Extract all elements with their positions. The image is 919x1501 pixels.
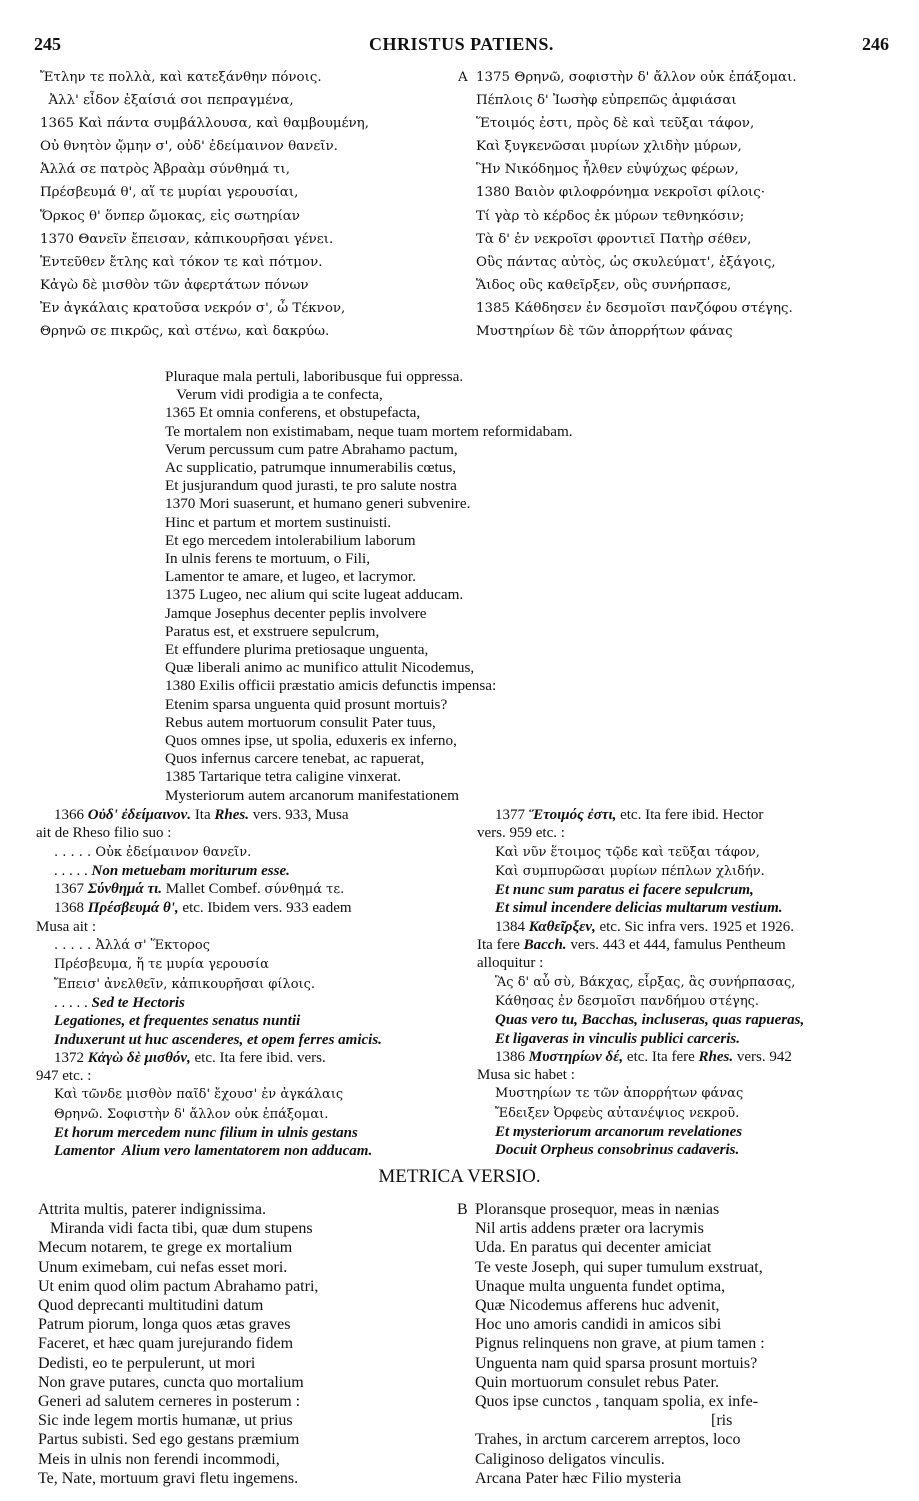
note-line — [36, 1124, 456, 1142]
metrical-verse-line — [457, 1200, 897, 1219]
line-text: Pignus relinquens non grave, at pium tamen : — [475, 1335, 765, 1353]
note-line — [36, 806, 456, 824]
latin-prose-line: Et effundere plurima pretiosaque unguenta, — [165, 641, 429, 659]
note-line — [36, 975, 456, 994]
metrical-verse-line: Faceret, et hæc quam jurejurando fidem — [38, 1335, 294, 1353]
emphasis-text: Κἀγὼ δὲ μισθόν, — [87, 1049, 191, 1066]
page-number-left: 245 — [34, 34, 61, 54]
line-text: Quos ipse cunctos , tanquam spolia, ex infe- — [475, 1393, 759, 1411]
greek-quote: Ἔδειξεν Ὀρφεὺς αὐτανέψιος νεκροῦ. — [495, 1105, 740, 1121]
note-text: vers. 942 — [733, 1048, 792, 1065]
latin-prose-line: 1385 Tartarique tetra caligine vinxerat. — [165, 768, 402, 786]
greek-quote: . . . . . Ἀλλά σ' Ἕκτορος — [54, 938, 211, 954]
line-text: Caliginoso deligatos vinculis. — [475, 1450, 665, 1468]
note-line — [36, 880, 456, 899]
note-line — [36, 843, 456, 862]
line-text: Ploransque prosequor, meas in nænias — [475, 1201, 720, 1218]
line-text: Πέπλοις δ' Ἰωσὴφ εὐπρεπῶς ἀμφιάσαι — [476, 93, 737, 109]
note-line — [477, 1048, 887, 1066]
line-text: 1380 Βαιὸν φιλοφρόνημα νεκροῖσι φίλοις· — [476, 185, 766, 201]
running-header — [34, 34, 889, 56]
note-text: etc. Ita fere ibid. Hector — [616, 807, 764, 823]
note-text: alloquitur : — [477, 955, 544, 972]
note-text: vers. 933, Musa — [248, 807, 349, 823]
note-line — [477, 899, 887, 917]
note-text: 1384 — [495, 918, 529, 935]
greek-verse-line — [458, 135, 898, 158]
latin-prose-line: Lamentor te amare, et lugeo, et lacrymor. — [165, 568, 416, 586]
greek-verse-line — [458, 158, 898, 181]
latin-prose-line: Jamque Josephus decenter peplis involvere — [165, 604, 427, 622]
metrical-verse-line — [457, 1430, 897, 1449]
greek-quote: Καὶ νῦν ἕτοιμος τῷδε καὶ τεῦξαι τάφον, — [495, 844, 760, 860]
emphasis-text: Induxerunt ut huc ascenderes, et opem ferres amicis. — [54, 1031, 382, 1048]
metrical-verse-line: Dedisti, eo te perpulerunt, ut mori — [38, 1354, 256, 1372]
note-text: etc. Ita fere ibid. vers. — [190, 1049, 326, 1066]
note-text: etc. Sic infra vers. 1925 et 1926. — [595, 918, 795, 935]
metrical-verse-line: Patrum piorum, longa quos ætas graves — [38, 1316, 291, 1334]
metrical-verse-line — [457, 1258, 897, 1277]
page-number-right: 246 — [862, 34, 889, 54]
note-text: 1377 — [495, 807, 529, 823]
note-text: Mallet Combef. — [162, 881, 265, 898]
greek-verse-line: 1370 Θανεῖν ἔπεισαν, κἀπικουρῆσαι γένει. — [40, 231, 334, 247]
greek-text-left-column — [40, 66, 440, 343]
note-text: Ita — [191, 807, 215, 823]
line-text: Τί γὰρ τὸ κέρδος ἐκ μύρων τεθνηκόσιν; — [476, 208, 745, 224]
emphasis-text: Μυστηρίων δέ, — [528, 1048, 624, 1065]
greek-verse-line — [458, 251, 898, 274]
line-text: 1385 Κάθδησεν ἐν δεσμοῖσι πανζόφου στέγης. — [476, 300, 793, 316]
line-text: Uda. En paratus qui decenter amiciat — [475, 1239, 712, 1257]
line-text: Unguenta nam quid sparsa prosunt mortuis? — [475, 1354, 758, 1372]
metrical-verse-line: Quod deprecanti multitudini datum — [38, 1297, 264, 1315]
greek-quote: Ἔπεισ' ἀνελθεῖν, κἀπικουρῆσαι φίλοις. — [54, 976, 316, 992]
line-text: Ἣν Νικόδημος ἦλθεν εὐψύχως φέρων, — [476, 162, 739, 178]
line-text: 1375 Θρηνῶ, σοφιστὴν δ' ἄλλον οὐκ ἐπάξομαι. — [476, 70, 797, 85]
note-text: ait de Rheso filio suo : — [36, 825, 172, 842]
note-text: 1386 — [495, 1048, 529, 1065]
emphasis-text: Rhes. — [214, 807, 249, 823]
metrical-verse-right-column — [457, 1200, 897, 1488]
metrical-verse-line — [457, 1296, 897, 1315]
note-line — [477, 954, 887, 972]
line-text: Οὓς πάντας αὐτὸς, ὡς σκυλεύματ', ἐξάγοις, — [476, 254, 776, 270]
line-text: Hoc uno amoris candidi in amicos sibi — [475, 1316, 722, 1334]
note-line — [36, 994, 456, 1012]
line-text: Quæ Nicodemus afferens huc advenit, — [475, 1297, 720, 1315]
note-text: 1368 — [54, 900, 88, 917]
line-text: Quin mortuorum consulet rebus Pater. — [475, 1373, 719, 1391]
line-text: Nil artis addens præter ora lacrymis — [475, 1220, 704, 1238]
metrical-verse-line — [457, 1373, 897, 1392]
emphasis-text: Quas vero tu, Bacchas, incluseras, quas rapueras, — [495, 1012, 805, 1029]
line-text: Μυστηρίων δὲ τῶν ἀπορρήτων φάνας — [476, 324, 733, 340]
note-line — [36, 899, 456, 917]
latin-prose-line: Rebus autem mortuorum consulit Pater tuus, — [165, 713, 436, 731]
note-line — [477, 843, 887, 862]
line-text: Trahes, in arctum carcerem arreptos, loco — [475, 1431, 741, 1449]
note-line — [36, 1031, 456, 1049]
line-text: [ris — [475, 1412, 733, 1430]
latin-prose-line: 1375 Lugeo, nec alium qui scite lugeat adducam. — [165, 586, 464, 604]
note-line — [36, 955, 456, 974]
latin-prose-line: Te mortalem non existimabam, neque tuam mortem reformidabam. — [165, 422, 573, 440]
note-line — [36, 1105, 456, 1124]
column-marker: A — [458, 70, 468, 85]
latin-prose-line: In ulnis ferens te mortuum, o Fili, — [165, 550, 371, 568]
emphasis-text: Et simul incendere delicias multarum vestium. — [495, 900, 783, 917]
latin-prose-line: Quæ liberali animo ac munifico attulit Nicodemus, — [165, 659, 475, 677]
greek-verse-line — [458, 66, 898, 89]
greek-verse-line — [458, 274, 898, 297]
latin-prose-line: Etenim sparsa unguenta quid prosunt mortuis? — [165, 695, 448, 713]
metrical-verse-line: Meis in ulnis non ferendi incommodi, — [38, 1450, 280, 1468]
metrica-versio-heading: METRICA VERSIO. — [378, 1166, 541, 1187]
latin-prose-line: Et ego mercedem intolerabilium laborum — [165, 531, 416, 549]
greek-verse-line: 1365 Καὶ πάντα συμβάλλουσα, καὶ θαμβουμένη, — [40, 116, 369, 132]
emphasis-text: Οὐδ' ἐδείμαινον. — [87, 807, 192, 823]
emphasis-text: Et ligaveras in vinculis publici carceris. — [495, 1030, 741, 1047]
emphasis-text: Πρέσβευμά θ', — [87, 900, 179, 917]
latin-prose-line: Ac supplicatio, patrumque innumerabilis cœtus, — [165, 459, 457, 477]
metrical-verse-line — [457, 1334, 897, 1353]
latin-prose-line: Verum percussum cum patre Abrahamo pactum, — [165, 440, 458, 458]
greek-verse-line: Κἀγὼ δὲ μισθὸν τῶν ἀφερτάτων πόνων — [40, 277, 309, 293]
note-line — [477, 1066, 887, 1084]
metrical-verse-line: Unum eximebam, cui nefas esset mori. — [38, 1258, 288, 1276]
greek-verse-line — [458, 297, 898, 320]
metrical-verse-line — [457, 1392, 897, 1411]
latin-prose-line: Quos infernus carcere tenebat, ac rapuerat, — [165, 750, 425, 768]
line-text: Ἕτοιμός ἐστι, πρὸς δὲ καὶ τεῦξαι τάφον, — [476, 116, 755, 132]
metrical-verse-line: Sic inde legem mortis humanæ, ut prius — [38, 1412, 293, 1430]
emphasis-text: Rhes. — [698, 1048, 734, 1065]
emphasis-text: Σύνθημά τι. — [87, 881, 163, 898]
metrical-verse-line: Non grave putares, cuncta quo mortalium — [38, 1373, 304, 1391]
greek-quote: Κάθησας ἐν δεσμοῖσι πανδήμου στέγης. — [495, 993, 760, 1009]
latin-prose-line: Quos omnes ipse, ut spolia, eduxeris ex inferno, — [165, 732, 457, 750]
greek-verse-line: Οὐ θνητὸν ᾤμην σ', οὐδ' ἐδείμαινον θανεῖν. — [40, 139, 338, 155]
greek-verse-line: Ἀλλά σε πατρὸς Ἀβραὰμ σύνθημά τι, — [40, 162, 290, 178]
notes-right-column — [477, 806, 887, 1160]
emphasis-text: Et mysteriorum arcanorum revelationes — [495, 1124, 743, 1141]
note-line — [36, 824, 456, 842]
greek-quote: Θρηνῶ. Σοφιστὴν δ' ἄλλον οὐκ ἐπάξομαι. — [54, 1106, 329, 1122]
note-line — [36, 936, 456, 955]
note-line — [36, 1142, 456, 1160]
greek-verse-line: Πρέσβευμά θ', αἵ τε μυρίαι γερουσίαι, — [40, 185, 299, 201]
note-line — [477, 1123, 887, 1141]
metrical-verse-line: Generi ad salutem cerneres in posterum : — [38, 1393, 301, 1411]
greek-quote: Πρέσβευμα, ἥ τε μυρία γερουσία — [54, 957, 269, 973]
greek-verse-line: Ὅρκος θ' ὅνπερ ὤμοκας, εἰς σωτηρίαν — [40, 208, 300, 224]
greek-verse-line — [458, 181, 898, 204]
line-text: Ἅιδος οὓς καθεῖρξεν, οὓς συνήρπασε, — [476, 277, 732, 293]
note-line — [477, 881, 887, 899]
notes-left-column — [36, 806, 456, 1161]
note-text: etc. Ita fere — [623, 1048, 699, 1065]
note-line — [477, 918, 887, 936]
greek-quote: Ἃς δ' αὖ σὺ, Βάκχας, εἶρξας, ἃς συνήρπασας, — [495, 974, 796, 990]
note-line — [36, 1012, 456, 1030]
line-text: Τὰ δ' ἐν νεκροῖσι φροντιεῖ Πατὴρ σέθεν, — [476, 231, 752, 247]
line-text: Καὶ ξυγκενῶσαι μυρίων χλιδὴν μύρων, — [476, 139, 742, 155]
running-title: CHRISTUS PATIENS. — [369, 34, 554, 54]
metrical-verse-line: Partus subisti. Sed ego gestans præmium — [38, 1431, 300, 1449]
latin-prose-line: Paratus est, et exstruere sepulcrum, — [165, 622, 380, 640]
emphasis-text: Bacch. — [523, 937, 567, 954]
emphasis-text: Non metuebam moriturum esse. — [91, 862, 290, 879]
greek-quote: . . . . . Οὐκ ἐδείμαινον θανεῖν. — [54, 844, 252, 860]
greek-quote: Μυστηρίων τε τῶν ἀπορρήτων φάνας — [495, 1086, 744, 1102]
latin-prose-line: 1370 Mori suaserunt, et humano generi subvenire. — [165, 495, 471, 513]
metrical-verse-line: Miranda vidi facta tibi, quæ dum stupens — [38, 1220, 313, 1238]
emphasis-text: Sed te Hectoris — [91, 994, 185, 1011]
note-text: 1367 — [54, 881, 88, 898]
greek-quote: Καὶ τῶνδε μισθὸν παῖδ' ἔχουσ' ἐν ἀγκάλαις — [54, 1087, 344, 1103]
note-line — [36, 1067, 456, 1085]
note-text: etc. Ibidem vers. 933 eadem — [178, 900, 352, 917]
metrical-verse-line — [457, 1315, 897, 1334]
note-line — [477, 862, 887, 881]
greek-quote: Καὶ συμπυρῶσαι μυρίων πέπλων χλιδήν. — [495, 863, 765, 879]
note-line — [477, 1104, 887, 1123]
metrical-verse-line: Te, Nate, mortuum gravi fletu ingemens. — [38, 1469, 299, 1487]
latin-prose-line: 1365 Et omnia conferens, et obstupefacta, — [165, 404, 421, 422]
greek-text-right-column — [458, 66, 898, 343]
metrical-verse-line: Attrita multis, paterer indignissima. — [38, 1201, 266, 1218]
note-line — [477, 973, 887, 992]
emphasis-text: Et nunc sum paratus ei facere sepulcrum, — [495, 882, 754, 899]
greek-verse-line: Ἀλλ' εἶδον ἐξαίσιά σοι πεπραγμένα, — [40, 93, 294, 109]
latin-prose-line: 1380 Exilis officii præstatio amicis defunctis impensa: — [165, 677, 497, 695]
metrical-verse-line — [457, 1411, 897, 1430]
note-line — [477, 806, 887, 824]
greek-quote: σύνθημά τε. — [264, 882, 345, 898]
latin-prose-line: Hinc et partum et mortem sustinuisti. — [165, 513, 392, 531]
greek-verse-line: Ἔτλην τε πολλὰ, καὶ κατεξάνθην πόνοις. — [40, 70, 322, 85]
line-text: Unaque multa unguenta fundet optima, — [475, 1277, 726, 1295]
note-text: 947 etc. : — [36, 1068, 92, 1085]
note-text: . . . . . — [54, 994, 92, 1011]
emphasis-text: Docuit Orpheus consobrinus cadaveris. — [495, 1142, 740, 1159]
emphasis-text: Legationes, et frequentes senatus nuntii — [54, 1013, 301, 1030]
note-line — [477, 1030, 887, 1048]
metrical-verse-line — [457, 1354, 897, 1373]
note-text: Musa sic habet : — [477, 1067, 575, 1084]
note-line — [36, 918, 456, 936]
note-text: Ita fere — [477, 937, 524, 954]
line-text: Arcana Pater hæc Filio mysteria — [475, 1469, 682, 1487]
greek-verse-line — [458, 89, 898, 112]
greek-verse-line — [458, 205, 898, 228]
note-line — [477, 1084, 887, 1103]
greek-verse-line — [458, 228, 898, 251]
note-line — [477, 824, 887, 842]
metrical-verse-left-column — [38, 1200, 438, 1488]
note-text: vers. 443 et 444, famulus Pentheum — [566, 937, 786, 954]
greek-verse-line — [458, 112, 898, 135]
note-text: vers. 959 etc. : — [477, 825, 565, 842]
note-line — [477, 936, 887, 954]
latin-prose-line: Et jusjurandum quod jurasti, te pro salute nostra — [165, 477, 457, 495]
greek-verse-line: Θρηνῶ σε πικρῶς, καὶ στένω, καὶ δακρύω. — [40, 324, 330, 340]
metrical-verse-line — [457, 1219, 897, 1238]
emphasis-text: Lamentor Alium vero lamentatorem non adducam. — [54, 1143, 373, 1160]
note-line — [36, 862, 456, 880]
note-text: 1372 — [54, 1049, 88, 1066]
latin-prose-line: Pluraque mala pertuli, laboribusque fui oppressa. — [165, 368, 464, 385]
metrical-verse-line — [457, 1469, 897, 1488]
column-marker: B — [457, 1201, 468, 1218]
greek-verse-line: Ἐντεῦθεν ἔτλης καὶ τόκον τε καὶ πότμον. — [40, 254, 323, 270]
note-line — [36, 1085, 456, 1104]
note-line — [477, 1141, 887, 1159]
note-text: . . . . . — [54, 862, 92, 879]
latin-prose-line: Verum vidi prodigia a te confecta, — [165, 386, 383, 404]
latin-prose-translation — [165, 368, 725, 805]
emphasis-text: Ἕτοιμός ἐστι, — [528, 807, 617, 823]
emphasis-text: Et horum mercedem nunc filium in ulnis gestans — [54, 1125, 358, 1142]
note-text: 1366 — [54, 807, 88, 823]
note-text: Musa ait : — [36, 918, 96, 935]
metrical-verse-line — [457, 1277, 897, 1296]
note-line — [477, 1011, 887, 1029]
greek-verse-line: Ἐν ἀγκάλαις κρατοῦσα νεκρόν σ', ὦ Τέκνον, — [40, 300, 346, 316]
note-line — [477, 992, 887, 1011]
metrical-verse-line: Mecum notarem, te grege ex mortalium — [38, 1239, 293, 1257]
emphasis-text: Καθεῖρξεν, — [528, 918, 596, 935]
metrical-verse-line — [457, 1238, 897, 1257]
latin-prose-line: Mysteriorum autem arcanorum manifestationem — [165, 786, 459, 804]
note-line — [36, 1049, 456, 1067]
line-text: Te veste Joseph, qui super tumulum exstruat, — [475, 1258, 763, 1276]
metrical-verse-line: Ut enim quod olim pactum Abrahamo patri, — [38, 1277, 319, 1295]
greek-verse-line — [458, 320, 898, 343]
metrical-verse-line — [457, 1450, 897, 1469]
